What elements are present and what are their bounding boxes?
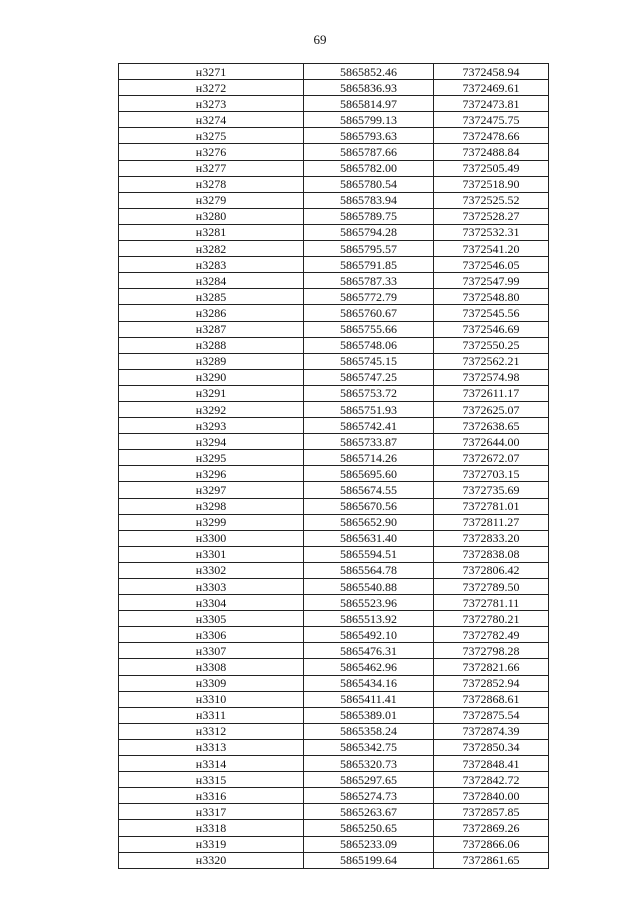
point-id-cell: н3306 <box>119 627 304 643</box>
table-row <box>119 112 549 128</box>
y-coordinate-cell: 7372458.94 <box>434 64 549 80</box>
table-row <box>119 160 549 176</box>
y-coordinate-cell: 7372505.49 <box>434 160 549 176</box>
point-id-cell: н3279 <box>119 192 304 208</box>
y-coordinate-cell: 7372789.50 <box>434 579 549 595</box>
x-coordinate-cell: 5865594.51 <box>304 546 434 562</box>
x-coordinate-cell: 5865492.10 <box>304 627 434 643</box>
x-coordinate-cell: 5865748.06 <box>304 337 434 353</box>
table-row <box>119 241 549 257</box>
y-coordinate-cell: 7372475.75 <box>434 112 549 128</box>
y-coordinate-cell: 7372478.66 <box>434 128 549 144</box>
x-coordinate-cell: 5865747.25 <box>304 369 434 385</box>
y-coordinate-cell: 7372874.39 <box>434 723 549 739</box>
x-coordinate-cell: 5865782.00 <box>304 160 434 176</box>
point-id-cell: н3313 <box>119 739 304 755</box>
point-id-cell: н3301 <box>119 546 304 562</box>
table-row <box>119 128 549 144</box>
y-coordinate-cell: 7372780.21 <box>434 611 549 627</box>
point-id-cell: н3308 <box>119 659 304 675</box>
table-row <box>119 337 549 353</box>
coordinates-table <box>118 63 549 869</box>
table-row <box>119 401 549 417</box>
x-coordinate-cell: 5865787.66 <box>304 144 434 160</box>
point-id-cell: н3319 <box>119 836 304 852</box>
x-coordinate-cell: 5865523.96 <box>304 595 434 611</box>
table-row <box>119 208 549 224</box>
table-row <box>119 353 549 369</box>
y-coordinate-cell: 7372518.90 <box>434 176 549 192</box>
x-coordinate-cell: 5865233.09 <box>304 836 434 852</box>
point-id-cell: н3309 <box>119 675 304 691</box>
point-id-cell: н3286 <box>119 305 304 321</box>
y-coordinate-cell: 7372821.66 <box>434 659 549 675</box>
point-id-cell: н3314 <box>119 756 304 772</box>
point-id-cell: н3275 <box>119 128 304 144</box>
point-id-cell: н3276 <box>119 144 304 160</box>
y-coordinate-cell: 7372857.85 <box>434 804 549 820</box>
x-coordinate-cell: 5865631.40 <box>304 530 434 546</box>
y-coordinate-cell: 7372842.72 <box>434 772 549 788</box>
x-coordinate-cell: 5865814.97 <box>304 96 434 112</box>
table-row <box>119 514 549 530</box>
x-coordinate-cell: 5865755.66 <box>304 321 434 337</box>
table-row <box>119 659 549 675</box>
x-coordinate-cell: 5865783.94 <box>304 192 434 208</box>
table-row <box>119 611 549 627</box>
point-id-cell: н3295 <box>119 450 304 466</box>
x-coordinate-cell: 5865733.87 <box>304 434 434 450</box>
x-coordinate-cell: 5865250.65 <box>304 820 434 836</box>
point-id-cell: н3271 <box>119 64 304 80</box>
x-coordinate-cell: 5865751.93 <box>304 401 434 417</box>
x-coordinate-cell: 5865652.90 <box>304 514 434 530</box>
table-row <box>119 321 549 337</box>
point-id-cell: н3297 <box>119 482 304 498</box>
y-coordinate-cell: 7372574.98 <box>434 369 549 385</box>
point-id-cell: н3287 <box>119 321 304 337</box>
table-row <box>119 434 549 450</box>
point-id-cell: н3299 <box>119 514 304 530</box>
table-row <box>119 723 549 739</box>
x-coordinate-cell: 5865772.79 <box>304 289 434 305</box>
point-id-cell: н3277 <box>119 160 304 176</box>
point-id-cell: н3292 <box>119 401 304 417</box>
point-id-cell: н3290 <box>119 369 304 385</box>
y-coordinate-cell: 7372781.11 <box>434 595 549 611</box>
point-id-cell: н3315 <box>119 772 304 788</box>
table-row <box>119 80 549 96</box>
y-coordinate-cell: 7372866.06 <box>434 836 549 852</box>
y-coordinate-cell: 7372488.84 <box>434 144 549 160</box>
table-row <box>119 579 549 595</box>
point-id-cell: н3282 <box>119 241 304 257</box>
x-coordinate-cell: 5865320.73 <box>304 756 434 772</box>
y-coordinate-cell: 7372473.81 <box>434 96 549 112</box>
point-id-cell: н3285 <box>119 289 304 305</box>
table-row <box>119 739 549 755</box>
x-coordinate-cell: 5865780.54 <box>304 176 434 192</box>
x-coordinate-cell: 5865795.57 <box>304 241 434 257</box>
point-id-cell: н3291 <box>119 385 304 401</box>
table-row <box>119 289 549 305</box>
point-id-cell: н3320 <box>119 852 304 868</box>
x-coordinate-cell: 5865297.65 <box>304 772 434 788</box>
y-coordinate-cell: 7372541.20 <box>434 241 549 257</box>
table-row <box>119 788 549 804</box>
point-id-cell: н3303 <box>119 579 304 595</box>
x-coordinate-cell: 5865695.60 <box>304 466 434 482</box>
table-row <box>119 675 549 691</box>
table-row <box>119 691 549 707</box>
point-id-cell: н3289 <box>119 353 304 369</box>
y-coordinate-cell: 7372703.15 <box>434 466 549 482</box>
y-coordinate-cell: 7372848.41 <box>434 756 549 772</box>
x-coordinate-cell: 5865794.28 <box>304 224 434 240</box>
x-coordinate-cell: 5865513.92 <box>304 611 434 627</box>
table-row <box>119 96 549 112</box>
table-row <box>119 64 549 80</box>
x-coordinate-cell: 5865789.75 <box>304 208 434 224</box>
table-row <box>119 257 549 273</box>
y-coordinate-cell: 7372528.27 <box>434 208 549 224</box>
y-coordinate-cell: 7372806.42 <box>434 562 549 578</box>
point-id-cell: н3293 <box>119 418 304 434</box>
table-row <box>119 820 549 836</box>
point-id-cell: н3284 <box>119 273 304 289</box>
point-id-cell: н3274 <box>119 112 304 128</box>
table-row <box>119 498 549 514</box>
y-coordinate-cell: 7372840.00 <box>434 788 549 804</box>
y-coordinate-cell: 7372875.54 <box>434 707 549 723</box>
x-coordinate-cell: 5865670.56 <box>304 498 434 514</box>
point-id-cell: н3307 <box>119 643 304 659</box>
y-coordinate-cell: 7372735.69 <box>434 482 549 498</box>
table-row <box>119 772 549 788</box>
x-coordinate-cell: 5865462.96 <box>304 659 434 675</box>
point-id-cell: н3278 <box>119 176 304 192</box>
x-coordinate-cell: 5865540.88 <box>304 579 434 595</box>
y-coordinate-cell: 7372868.61 <box>434 691 549 707</box>
y-coordinate-cell: 7372532.31 <box>434 224 549 240</box>
point-id-cell: н3305 <box>119 611 304 627</box>
x-coordinate-cell: 5865434.16 <box>304 675 434 691</box>
y-coordinate-cell: 7372852.94 <box>434 675 549 691</box>
x-coordinate-cell: 5865564.78 <box>304 562 434 578</box>
x-coordinate-cell: 5865714.26 <box>304 450 434 466</box>
table-row <box>119 450 549 466</box>
point-id-cell: н3272 <box>119 80 304 96</box>
point-id-cell: н3317 <box>119 804 304 820</box>
point-id-cell: н3280 <box>119 208 304 224</box>
table-row <box>119 418 549 434</box>
x-coordinate-cell: 5865263.67 <box>304 804 434 820</box>
y-coordinate-cell: 7372869.26 <box>434 820 549 836</box>
page-number: 69 <box>313 32 327 47</box>
table-row <box>119 546 549 562</box>
point-id-cell: н3304 <box>119 595 304 611</box>
table-row <box>119 852 549 868</box>
y-coordinate-cell: 7372625.07 <box>434 401 549 417</box>
y-coordinate-cell: 7372861.65 <box>434 852 549 868</box>
table-row <box>119 305 549 321</box>
table-row <box>119 273 549 289</box>
x-coordinate-cell: 5865476.31 <box>304 643 434 659</box>
x-coordinate-cell: 5865852.46 <box>304 64 434 80</box>
x-coordinate-cell: 5865411.41 <box>304 691 434 707</box>
y-coordinate-cell: 7372548.80 <box>434 289 549 305</box>
y-coordinate-cell: 7372798.28 <box>434 643 549 659</box>
y-coordinate-cell: 7372547.99 <box>434 273 549 289</box>
x-coordinate-cell: 5865742.41 <box>304 418 434 434</box>
y-coordinate-cell: 7372833.20 <box>434 530 549 546</box>
x-coordinate-cell: 5865389.01 <box>304 707 434 723</box>
point-id-cell: н3318 <box>119 820 304 836</box>
x-coordinate-cell: 5865199.64 <box>304 852 434 868</box>
y-coordinate-cell: 7372546.69 <box>434 321 549 337</box>
x-coordinate-cell: 5865787.33 <box>304 273 434 289</box>
x-coordinate-cell: 5865799.13 <box>304 112 434 128</box>
y-coordinate-cell: 7372782.49 <box>434 627 549 643</box>
point-id-cell: н3312 <box>119 723 304 739</box>
table-row <box>119 176 549 192</box>
table-row <box>119 627 549 643</box>
x-coordinate-cell: 5865836.93 <box>304 80 434 96</box>
y-coordinate-cell: 7372562.21 <box>434 353 549 369</box>
table-row <box>119 595 549 611</box>
y-coordinate-cell: 7372811.27 <box>434 514 549 530</box>
point-id-cell: н3310 <box>119 691 304 707</box>
table-row <box>119 836 549 852</box>
y-coordinate-cell: 7372550.25 <box>434 337 549 353</box>
coordinates-table-body <box>119 64 549 869</box>
x-coordinate-cell: 5865342.75 <box>304 739 434 755</box>
y-coordinate-cell: 7372611.17 <box>434 385 549 401</box>
x-coordinate-cell: 5865358.24 <box>304 723 434 739</box>
y-coordinate-cell: 7372546.05 <box>434 257 549 273</box>
table-row <box>119 756 549 772</box>
point-id-cell: н3281 <box>119 224 304 240</box>
x-coordinate-cell: 5865791.85 <box>304 257 434 273</box>
y-coordinate-cell: 7372469.61 <box>434 80 549 96</box>
x-coordinate-cell: 5865745.15 <box>304 353 434 369</box>
x-coordinate-cell: 5865674.55 <box>304 482 434 498</box>
table-row <box>119 144 549 160</box>
x-coordinate-cell: 5865760.67 <box>304 305 434 321</box>
y-coordinate-cell: 7372638.65 <box>434 418 549 434</box>
point-id-cell: н3316 <box>119 788 304 804</box>
point-id-cell: н3296 <box>119 466 304 482</box>
y-coordinate-cell: 7372838.08 <box>434 546 549 562</box>
x-coordinate-cell: 5865753.72 <box>304 385 434 401</box>
table-row <box>119 530 549 546</box>
point-id-cell: н3298 <box>119 498 304 514</box>
point-id-cell: н3300 <box>119 530 304 546</box>
table-row <box>119 224 549 240</box>
point-id-cell: н3283 <box>119 257 304 273</box>
point-id-cell: н3288 <box>119 337 304 353</box>
y-coordinate-cell: 7372545.56 <box>434 305 549 321</box>
y-coordinate-cell: 7372850.34 <box>434 739 549 755</box>
table-row <box>119 804 549 820</box>
table-row <box>119 643 549 659</box>
x-coordinate-cell: 5865793.63 <box>304 128 434 144</box>
point-id-cell: н3311 <box>119 707 304 723</box>
y-coordinate-cell: 7372672.07 <box>434 450 549 466</box>
table-row <box>119 466 549 482</box>
y-coordinate-cell: 7372781.01 <box>434 498 549 514</box>
table-row <box>119 192 549 208</box>
table-row <box>119 482 549 498</box>
y-coordinate-cell: 7372644.00 <box>434 434 549 450</box>
y-coordinate-cell: 7372525.52 <box>434 192 549 208</box>
point-id-cell: н3294 <box>119 434 304 450</box>
point-id-cell: н3302 <box>119 562 304 578</box>
table-row <box>119 707 549 723</box>
table-row <box>119 562 549 578</box>
x-coordinate-cell: 5865274.73 <box>304 788 434 804</box>
point-id-cell: н3273 <box>119 96 304 112</box>
table-row <box>119 385 549 401</box>
table-row <box>119 369 549 385</box>
